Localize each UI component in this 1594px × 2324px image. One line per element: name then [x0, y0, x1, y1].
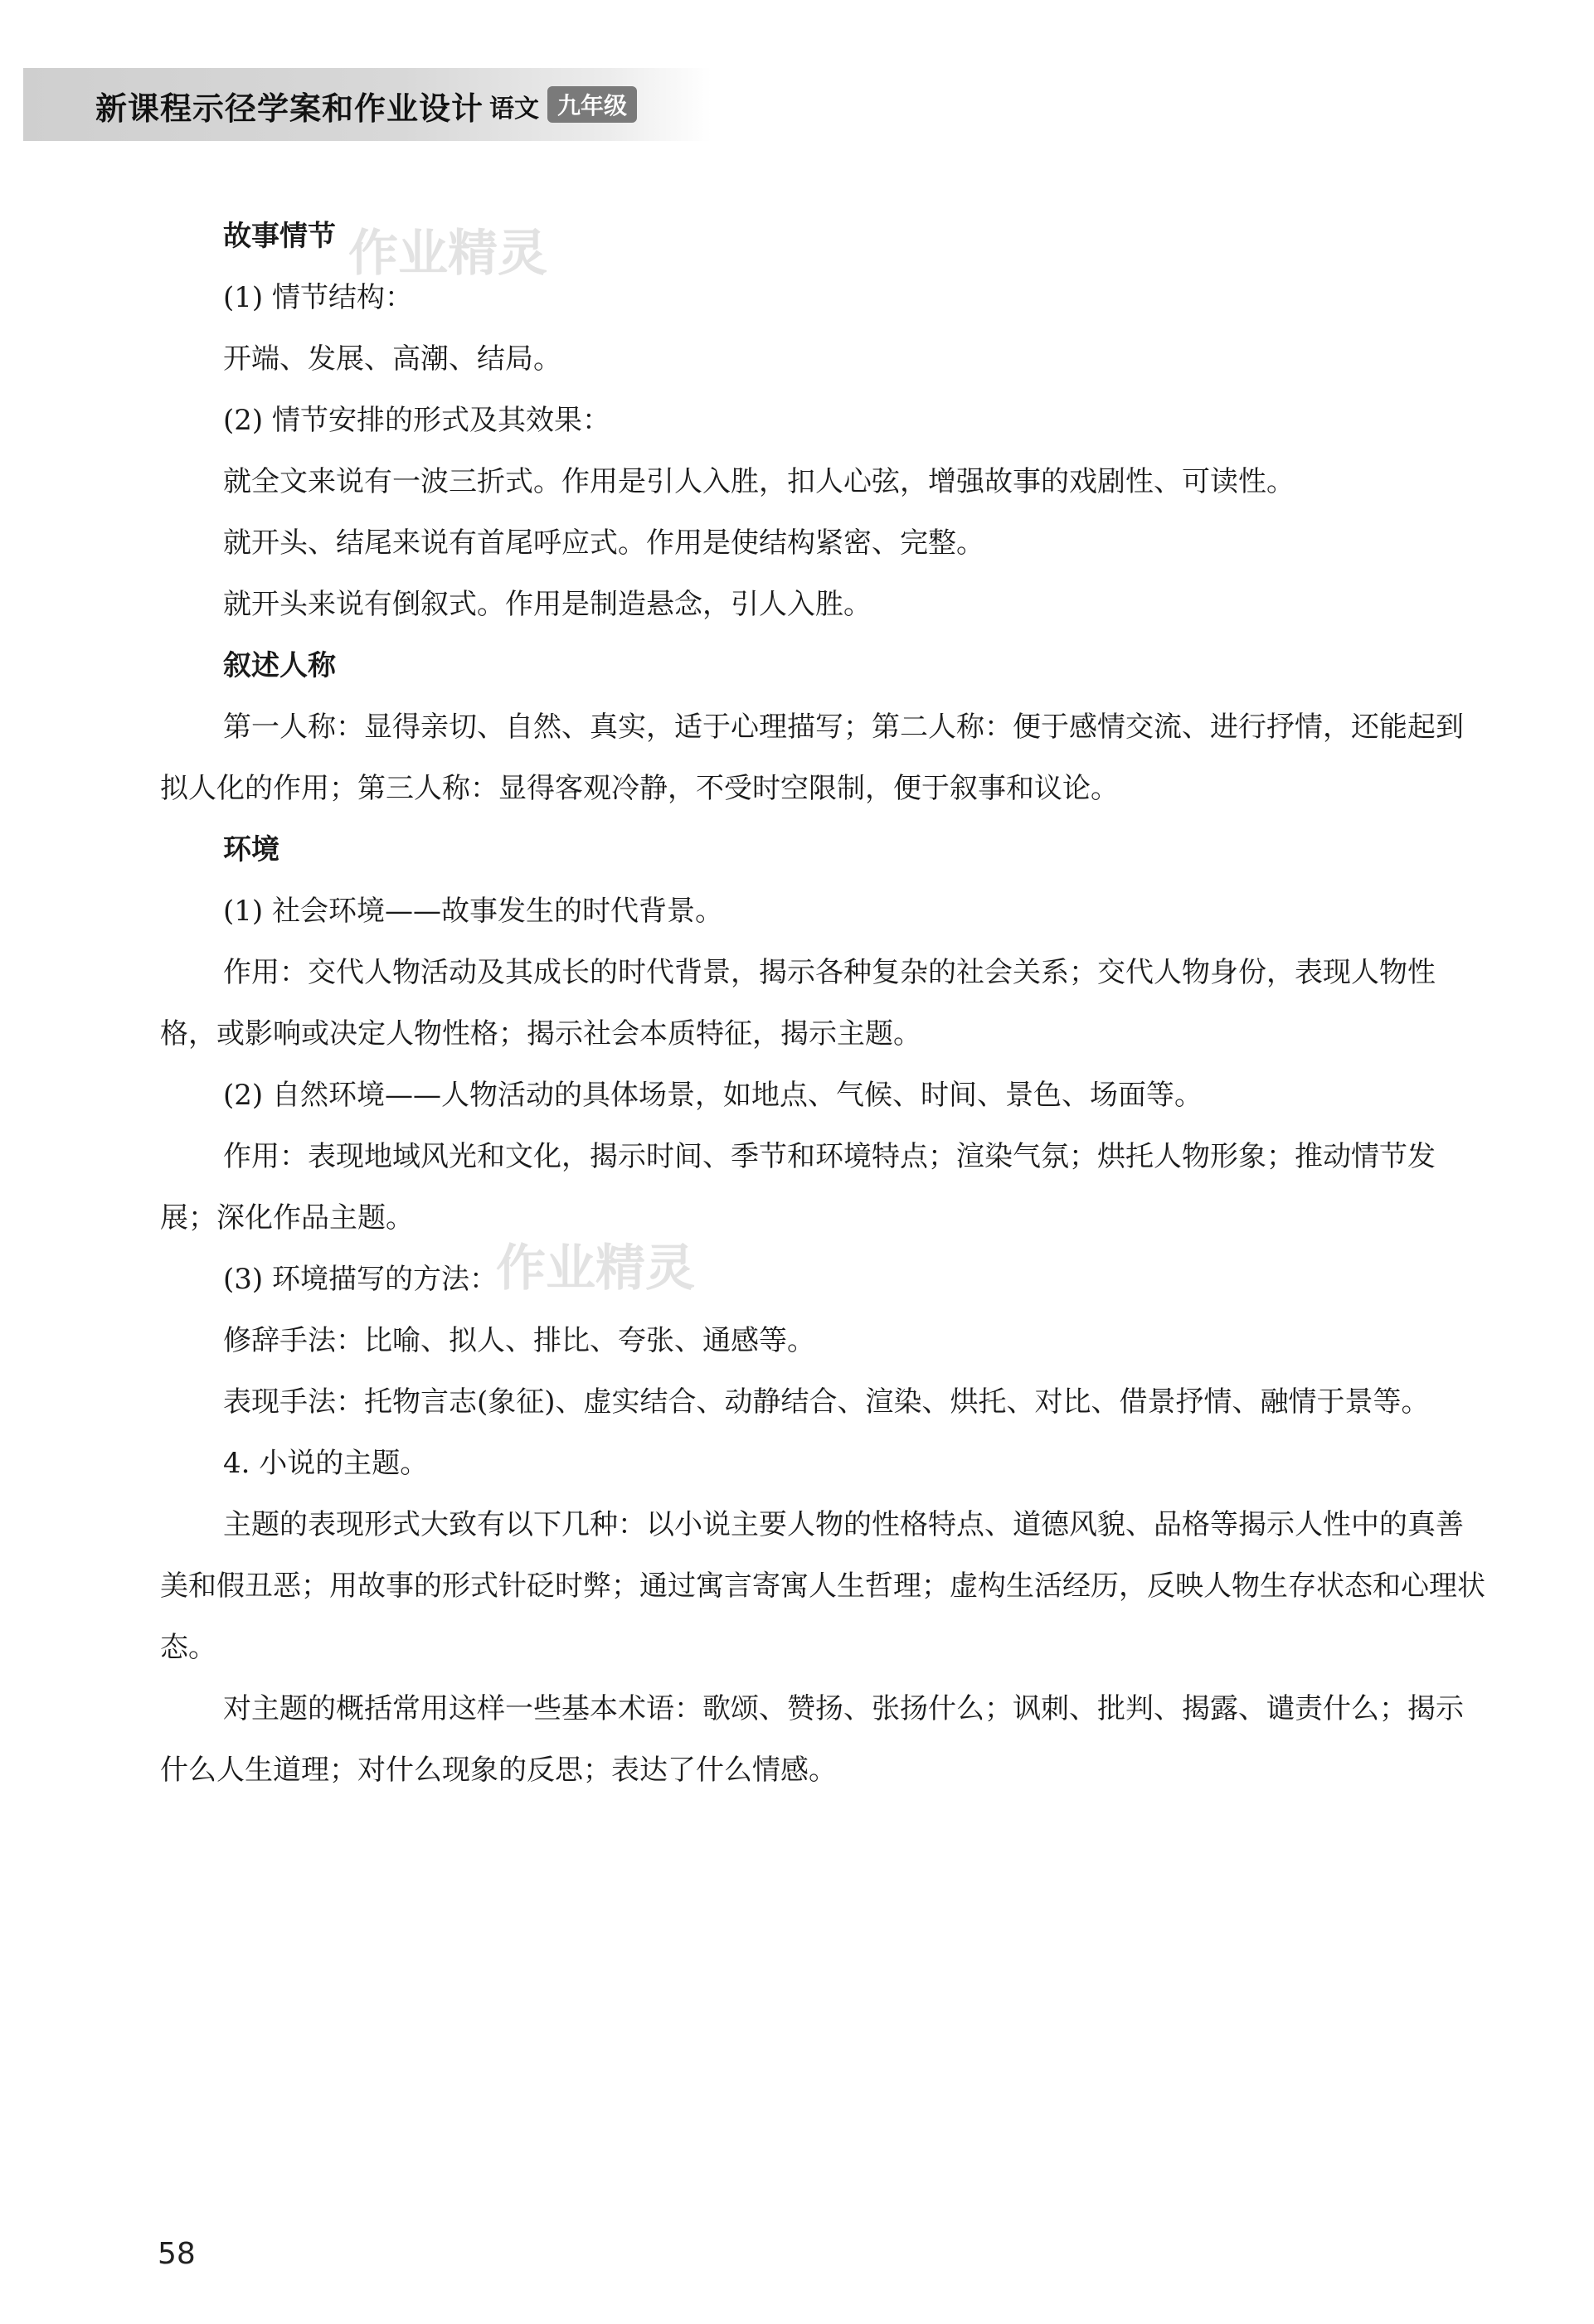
book-title: 新课程示径学案和作业设计 — [95, 90, 484, 127]
paragraph: 4. 小说的主题。 — [223, 1447, 429, 1480]
section-heading: 叙述人称 — [223, 649, 336, 682]
paragraph: (2) 自然环境——人物活动的具体场景，如地点、气候、时间、景色、场面等。 — [223, 1079, 1203, 1112]
paragraph: (1) 社会环境——故事发生的时代背景。 — [223, 895, 723, 928]
section-heading: 环境 — [223, 833, 279, 866]
paragraph: 修辞手法：比喻、拟人、排比、夸张、通感等。 — [223, 1324, 815, 1357]
watermark: 作业精灵 — [496, 1240, 695, 1298]
watermark: 作业精灵 — [348, 225, 547, 283]
paragraph: 就开头、结尾来说有首尾呼应式。作用是使结构紧密、完整。 — [223, 526, 984, 560]
paragraph: 主题的表现形式大致有以下几种：以小说主要人物的性格特点、道德风貌、品格等揭示人性中的真善美和假丑恶；用故事的形式针砭时弊；通过寓言寄寓人生哲理；虚构生活经历，反映人物生存状态和心理状态。 — [160, 1508, 1485, 1664]
paragraph: 作用：交代人物活动及其成长的时代背景，揭示各种复杂的社会关系；交代人物身份，表现人物性格，或影响或决定人物性格；揭示社会本质特征，揭示主题。 — [160, 956, 1436, 1050]
subject-label: 语文 — [489, 95, 539, 124]
paragraph: 开端、发展、高潮、结局。 — [223, 342, 561, 376]
paragraph: 就开头来说有倒叙式。作用是制造悬念，引人入胜。 — [223, 588, 872, 621]
paragraph: 就全文来说有一波三折式。作用是引人入胜，扣人心弦，增强故事的戏剧性、可读性。 — [223, 465, 1295, 498]
paragraph: 第一人称：显得亲切、自然、真实，适于心理描写；第二人称：便于感情交流、进行抒情，还能起到拟人化的作用；第三人称：显得客观冷静，不受时空限制，便于叙事和议论。 — [160, 711, 1464, 805]
section-heading: 故事情节 — [223, 220, 336, 253]
grade-badge: 九年级 — [547, 86, 637, 123]
paragraph: (3) 环境描写的方法： — [223, 1263, 498, 1296]
page-number: 58 — [158, 2237, 196, 2271]
paragraph: (2) 情节安排的形式及其效果： — [223, 404, 610, 437]
page-body — [160, 206, 1487, 1801]
paragraph: 表现手法：托物言志(象征)、虚实结合、动静结合、渲染、烘托、对比、借景抒情、融情于景等。 — [223, 1385, 1430, 1419]
paragraph: 作用：表现地域风光和文化，揭示时间、季节和环境特点；渲染气氛；烘托人物形象；推动情节发展；深化作品主题。 — [160, 1140, 1436, 1235]
paragraph: 对主题的概括常用这样一些基本术语：歌颂、赞扬、张扬什么；讽刺、批判、揭露、谴责什么；揭示什么人生道理；对什么现象的反思；表达了什么情感。 — [160, 1692, 1464, 1787]
paragraph: (1) 情节结构： — [223, 281, 413, 314]
